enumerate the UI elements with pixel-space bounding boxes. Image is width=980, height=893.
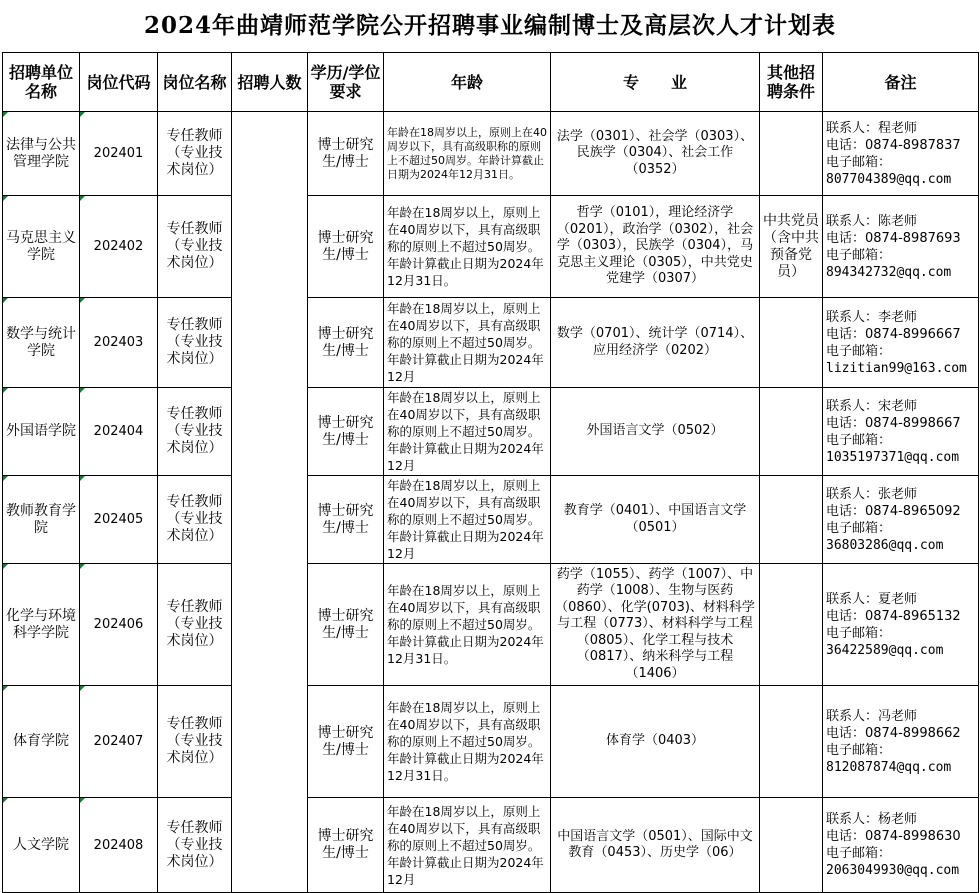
email-label: 电子邮箱： [826, 520, 892, 536]
degree-cell: 博士研究生/博士 [308, 112, 384, 196]
header-degree: 学历/学位要求 [308, 53, 384, 112]
note-cell [823, 686, 979, 798]
code-cell: 202406 [80, 564, 158, 686]
note-cell [823, 476, 979, 564]
degree-cell: 博士研究生/博士 [308, 564, 384, 686]
code-cell: 202405 [80, 476, 158, 564]
major-cell: 中国语言文学（0501）、国际中文教育（0453）、历史学（06） [551, 798, 760, 893]
unit-cell: 教师教育学院 [3, 476, 80, 564]
header-count: 招聘人数 [232, 53, 308, 112]
code-cell: 202402 [80, 196, 158, 298]
header-code: 岗位代码 [80, 53, 158, 112]
contact-phone: 电话：0874-8996667 [826, 326, 961, 342]
contact-person: 联系人：杨老师 [826, 812, 918, 827]
table-row [3, 564, 979, 686]
contact-phone: 电话：0874-8987693 [826, 230, 961, 246]
other-cell [760, 298, 823, 388]
contact-email: 36803286@qq.com [826, 537, 944, 553]
degree-cell: 博士研究生/博士 [308, 298, 384, 388]
contact-person: 联系人：冯老师 [826, 708, 918, 724]
note-cell [823, 112, 979, 196]
age-cell: 年龄在18周岁以上，原则上在40周岁以下，具有高级职称的原则上不超过50周岁。年龄计算截止日期为2024年12月 [384, 298, 551, 388]
contact-email: 807704389@qq.com [826, 171, 952, 187]
header-major: 专 业 [551, 53, 760, 112]
unit-cell: 数学与统计学院 [3, 298, 80, 388]
post-cell: 专任教师（专业技术岗位） [158, 476, 232, 564]
age-cell: 年龄在18周岁以上，原则上在40周岁以下，具有高级职称的原则上不超过50周岁。年龄计算截止日期为2024年12月31日。 [384, 564, 551, 686]
post-cell: 专任教师（专业技术岗位） [158, 112, 232, 196]
email-label: 电子邮箱： [826, 247, 892, 263]
degree-cell: 博士研究生/博士 [308, 476, 384, 564]
table-row [3, 112, 979, 196]
major-cell: 哲学（0101），理论经济学（0201），政治学（0302），社会学（0303），民族学（0304），马克思主义理论（0305），中共党史党建学（0307） [551, 196, 760, 298]
unit-cell: 外国语学院 [3, 388, 80, 476]
contact-email: 2063049930@qq.com [826, 863, 960, 878]
age-cell: 年龄在18周岁以上，原则上在40周岁以下，具有高级职称的原则上不超过50周岁。年龄计算截止日期为2024年12月31日。 [384, 112, 551, 196]
contact-email: 1035197371@qq.com [826, 449, 960, 465]
email-label: 电子邮箱： [826, 625, 892, 641]
post-cell: 专任教师（专业技术岗位） [158, 564, 232, 686]
degree-cell: 博士研究生/博士 [308, 798, 384, 893]
degree-cell: 博士研究生/博士 [308, 388, 384, 476]
contact-person: 联系人：陈老师 [826, 213, 918, 229]
age-cell: 年龄在18周岁以上，原则上在40周岁以下，具有高级职称的原则上不超过50周岁。年龄计算截止日期为2024年12月31日。 [384, 686, 551, 798]
note-cell [823, 564, 979, 686]
code-cell: 202407 [80, 686, 158, 798]
header-other: 其他招聘条件 [760, 53, 823, 112]
major-cell: 法学（0301）、社会学（0303）、民族学（0304）、社会工作（0352） [551, 112, 760, 196]
major-cell: 数学（0701）、统计学（0714）、应用经济学（0202） [551, 298, 760, 388]
table-row [3, 476, 979, 564]
contact-phone: 电话：0874-8965132 [826, 608, 961, 624]
contact-person: 联系人：宋老师 [826, 398, 918, 414]
note-cell [823, 388, 979, 476]
email-label: 电子邮箱： [826, 154, 892, 170]
code-cell: 202401 [80, 112, 158, 196]
contact-person: 联系人：夏老师 [826, 591, 918, 607]
note-cell [823, 798, 979, 893]
email-label: 电子邮箱： [826, 846, 892, 861]
other-cell [760, 798, 823, 893]
unit-cell: 人文学院 [3, 798, 80, 893]
contact-person: 联系人：程老师 [826, 120, 918, 136]
table-row [3, 196, 979, 298]
major-cell: 外国语言文学（0502） [551, 388, 760, 476]
major-cell: 药学（1055）、药学（1007）、中药学（1008）、生物与医药（0860）、化学(0703)、材料科学与工程（0773）、材料科学与工程（0805）、化学工程与技术（0817）、纳米科学与工程（1406） [551, 564, 760, 686]
code-cell: 202404 [80, 388, 158, 476]
contact-email: 812087874@qq.com [826, 759, 952, 775]
contact-phone: 电话：0874-8998662 [826, 725, 961, 741]
table-row [3, 686, 979, 798]
major-cell: 体育学（0403） [551, 686, 760, 798]
contact-email: 894342732@qq.com [826, 264, 952, 280]
other-cell [760, 686, 823, 798]
contact-person: 联系人：张老师 [826, 486, 918, 502]
contact-person: 联系人：李老师 [826, 309, 918, 325]
header-post: 岗位名称 [158, 53, 232, 112]
table-header-row [3, 53, 979, 112]
table-row [3, 798, 979, 893]
post-cell: 专任教师（专业技术岗位） [158, 798, 232, 893]
contact-email: lizitian99@163.com [826, 360, 967, 376]
email-label: 电子邮箱： [826, 343, 892, 359]
header-age: 年龄 [384, 53, 551, 112]
unit-cell: 法律与公共管理学院 [3, 112, 80, 196]
recruitment-table [2, 52, 979, 893]
unit-cell: 化学与环境科学学院 [3, 564, 80, 686]
unit-cell: 马克思主义学院 [3, 196, 80, 298]
post-cell: 专任教师（专业技术岗位） [158, 686, 232, 798]
table-row [3, 388, 979, 476]
age-cell: 年龄在18周岁以上，原则上在40周岁以下，具有高级职称的原则上不超过50周岁。年龄计算截止日期为2024年12月 [384, 388, 551, 476]
post-cell: 专任教师（专业技术岗位） [158, 196, 232, 298]
email-label: 电子邮箱： [826, 742, 892, 758]
degree-cell: 博士研究生/博士 [308, 686, 384, 798]
contact-phone: 电话：0874-8987837 [826, 137, 961, 153]
code-cell: 202408 [80, 798, 158, 893]
post-cell: 专任教师（专业技术岗位） [158, 388, 232, 476]
table-row [3, 298, 979, 388]
contact-phone: 电话：0874-8998630 [826, 829, 961, 844]
header-unit: 招聘单位名称 [3, 53, 80, 112]
unit-cell: 体育学院 [3, 686, 80, 798]
note-cell [823, 298, 979, 388]
count-cell [232, 112, 308, 893]
post-cell: 专任教师（专业技术岗位） [158, 298, 232, 388]
header-note: 备注 [823, 53, 979, 112]
age-cell: 年龄在18周岁以上，原则上在40周岁以下，具有高级职称的原则上不超过50周岁。年龄计算截止日期为2024年12月31日。 [384, 196, 551, 298]
contact-phone: 电话：0874-8998667 [826, 415, 961, 431]
contact-email: 36422589@qq.com [826, 642, 944, 658]
page-title: 2024年曲靖师范学院公开招聘事业编制博士及高层次人才计划表 [143, 12, 836, 39]
code-cell: 202403 [80, 298, 158, 388]
email-label: 电子邮箱： [826, 432, 892, 448]
major-cell: 教育学（0401）、中国语言文学（0501） [551, 476, 760, 564]
degree-cell: 博士研究生/博士 [308, 196, 384, 298]
age-cell: 年龄在18周岁以上，原则上在40周岁以下，具有高级职称的原则上不超过50周岁。年龄计算截止日期为2024年12月 [384, 798, 551, 893]
other-cell: 中共党员（含中共预备党员） [760, 196, 823, 298]
other-cell [760, 476, 823, 564]
other-cell [760, 112, 823, 196]
contact-phone: 电话：0874-8965092 [826, 503, 961, 519]
other-cell [760, 564, 823, 686]
note-cell [823, 196, 979, 298]
age-cell: 年龄在18周岁以上，原则上在40周岁以下，具有高级职称的原则上不超过50周岁。年龄计算截止日期为2024年12月 [384, 476, 551, 564]
other-cell [760, 388, 823, 476]
